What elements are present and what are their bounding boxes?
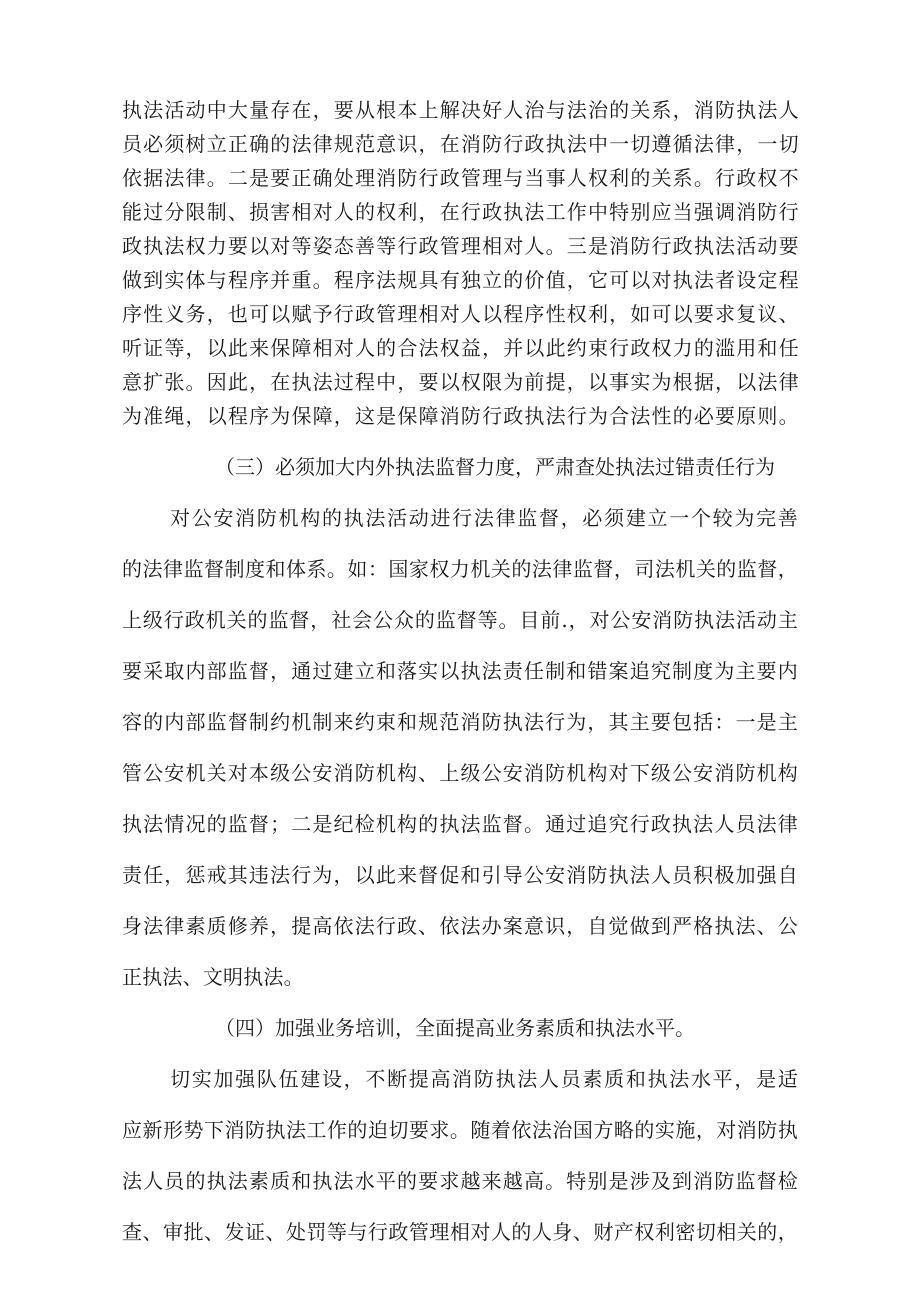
paragraph-line: 切实加强队伍建设，不断提高消防执法人员素质和执法水平，是适 bbox=[170, 1067, 798, 1091]
paragraph-line: 身法律素质修养，提高依法行政、依法办案意识，自觉做到严格执法、公 bbox=[122, 914, 798, 938]
paragraph-line: 听证等，以此来保障相对人的合法权益，并以此约束行政权力的滥用和任 bbox=[122, 336, 798, 360]
paragraph-line: 法人员的执法素质和执法水平的要求越来越高。特别是涉及到消防监督检 bbox=[122, 1169, 798, 1193]
paragraph-line: 能过分限制、损害相对人的权利，在行政执法工作中特别应当强调消防行 bbox=[122, 200, 798, 224]
paragraph-line: 应新形势下消防执法工作的迫切要求。随着依法治国方略的实施，对消防执 bbox=[122, 1118, 798, 1142]
paragraph-line: 序性义务，也可以赋予行政管理相对人以程序性权利，如可以要求复议、 bbox=[122, 302, 798, 326]
paragraph-line: 要采取内部监督，通过建立和落实以执法责任制和错案追究制度为主要内 bbox=[122, 659, 798, 683]
paragraph-line: 意扩张。因此，在执法过程中，要以权限为前提，以事实为根据，以法律 bbox=[122, 370, 798, 394]
paragraph-line: 做到实体与程序并重。程序法规具有独立的价值，它可以对执法者设定程 bbox=[122, 268, 798, 292]
paragraph-line: 上级行政机关的监督，社会公众的监督等。目前.，对公安消防执法活动主 bbox=[122, 608, 798, 632]
paragraph-line: 政执法权力要以对等姿态善等行政管理相对人。三是消防行政执法活动要 bbox=[122, 234, 798, 258]
paragraph-line: 执法活动中大量存在，要从根本上解决好人治与法治的关系，消防执法人 bbox=[122, 98, 798, 122]
paragraph-line: 查、审批、发证、处罚等与行政管理相对人的人身、财产权利密切相关的， bbox=[122, 1220, 798, 1244]
paragraph-line: 执法情况的监督；二是纪检机构的执法监督。通过追究行政执法人员法律 bbox=[122, 812, 798, 836]
paragraph-line: 责任，惩戒其违法行为，以此来督促和引导公安消防执法人员积极加强自 bbox=[122, 863, 798, 887]
paragraph-line: 为准绳，以程序为保障，这是保障消防行政执法行为合法性的必要原则。 bbox=[122, 404, 798, 428]
paragraph-line: 管公安机关对本级公安消防机构、上级公安消防机构对下级公安消防机构 bbox=[122, 761, 798, 785]
paragraph-line: 容的内部监督制约机制来约束和规范消防执法行为，其主要包括：一是主 bbox=[122, 710, 798, 734]
paragraph-line: 的法律监督制度和体系。如：国家权力机关的法律监督，司法机关的监督， bbox=[122, 557, 798, 581]
section-heading-4: （四）加强业务培训，全面提高业务素质和执法水平。 bbox=[215, 1016, 695, 1040]
paragraph-line: 依据法律。二是要正确处理消防行政管理与当事人权利的关系。行政权不 bbox=[122, 166, 798, 190]
paragraph-line: 正执法、文明执法。 bbox=[122, 965, 304, 989]
paragraph-line: 员必须树立正确的法律规范意识，在消防行政执法中一切遵循法律，一切 bbox=[122, 132, 798, 156]
paragraph-line: 对公安消防机构的执法活动进行法律监督，必须建立一个较为完善 bbox=[170, 506, 798, 530]
section-heading-3: （三）必须加大内外执法监督力度，严肃查处执法过错责任行为 bbox=[215, 455, 775, 479]
